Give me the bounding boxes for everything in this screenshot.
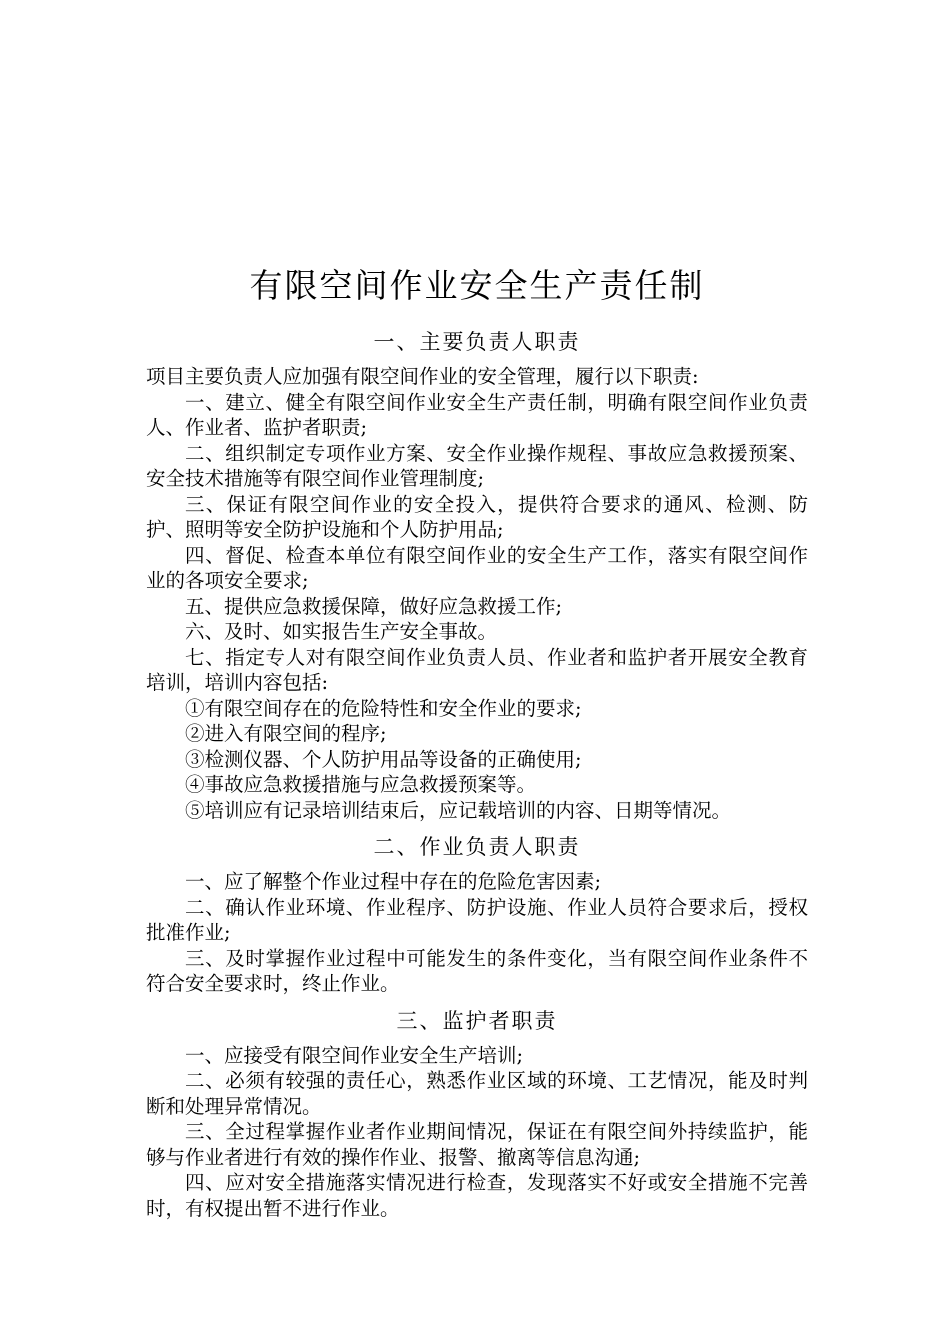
duty-item: 三、全过程掌握作业者作业期间情况，保证在有限空间外持续监护，能够与作业者进行有效的操作作业、报警、撤离等信息沟通;	[146, 1120, 808, 1169]
duty-item: 三、及时掌握作业过程中可能发生的条件变化，当有限空间作业条件不符合安全要求时，终止作业。	[146, 946, 808, 995]
document-title: 有限空间作业安全生产责任制	[249, 266, 705, 305]
training-item: ⑤培训应有记录培训结束后，应记载培训的内容、日期等情况。	[185, 798, 732, 822]
training-item: ①有限空间存在的危险特性和安全作业的要求;	[185, 696, 582, 720]
training-item: ②进入有限空间的程序;	[185, 722, 387, 745]
duty-item: 五、提供应急救援保障，做好应急救援工作;	[185, 594, 563, 618]
duty-item: 一、应接受有限空间作业安全生产培训;	[185, 1043, 524, 1067]
training-item: ③检测仪器、个人防护用品等设备的正确使用;	[185, 747, 582, 771]
training-item: ④事故应急救援措施与应急救援预案等。	[185, 773, 537, 796]
duty-item: 二、必须有较强的责任心，熟悉作业区域的环境、工艺情况，能及时判断和处理异常情况。	[146, 1069, 808, 1118]
duty-item: 一、建立、健全有限空间作业安全生产责任制，明确有限空间作业负责人、作业者、监护者职责;	[146, 390, 808, 439]
section-heading: 二、作业负责人职责	[373, 835, 581, 859]
section-heading: 一、主要负责人职责	[373, 330, 581, 354]
section-work-leader-duties	[146, 831, 808, 997]
duty-item: 二、确认作业环境、作业程序、防护设施、作业人员符合要求后，授权批准作业;	[146, 895, 808, 944]
duty-item: 四、督促、检查本单位有限空间作业的安全生产工作，落实有限空间作业的各项安全要求;	[146, 543, 808, 592]
section-heading: 三、监护者职责	[396, 1008, 558, 1033]
duty-item: 四、应对安全措施落实情况进行检查，发现落实不好或安全措施不完善时，有权提出暂不进行作业。	[146, 1171, 808, 1220]
section-principal-duties	[146, 326, 808, 823]
section-intro: 项目主要负责人应加强有限空间作业的安全管理，履行以下职责:	[146, 365, 699, 388]
duty-item: 六、及时、如实报告生产安全事故。	[185, 620, 498, 643]
section-guardian-duties	[146, 1005, 808, 1222]
duty-item: 三、保证有限空间作业的安全投入，提供符合要求的通风、检测、防护、照明等安全防护设施和个人防护用品;	[146, 492, 808, 541]
duty-item: 一、应了解整个作业过程中存在的危险危害因素;	[185, 870, 602, 893]
document-page	[146, 262, 808, 1229]
duty-item: 七、指定专人对有限空间作业负责人员、作业者和监护者开展安全教育培训，培训内容包括:	[146, 645, 808, 694]
duty-item: 二、组织制定专项作业方案、安全作业操作规程、事故应急救援预案、安全技术措施等有限空间作业管理制度;	[146, 441, 808, 490]
